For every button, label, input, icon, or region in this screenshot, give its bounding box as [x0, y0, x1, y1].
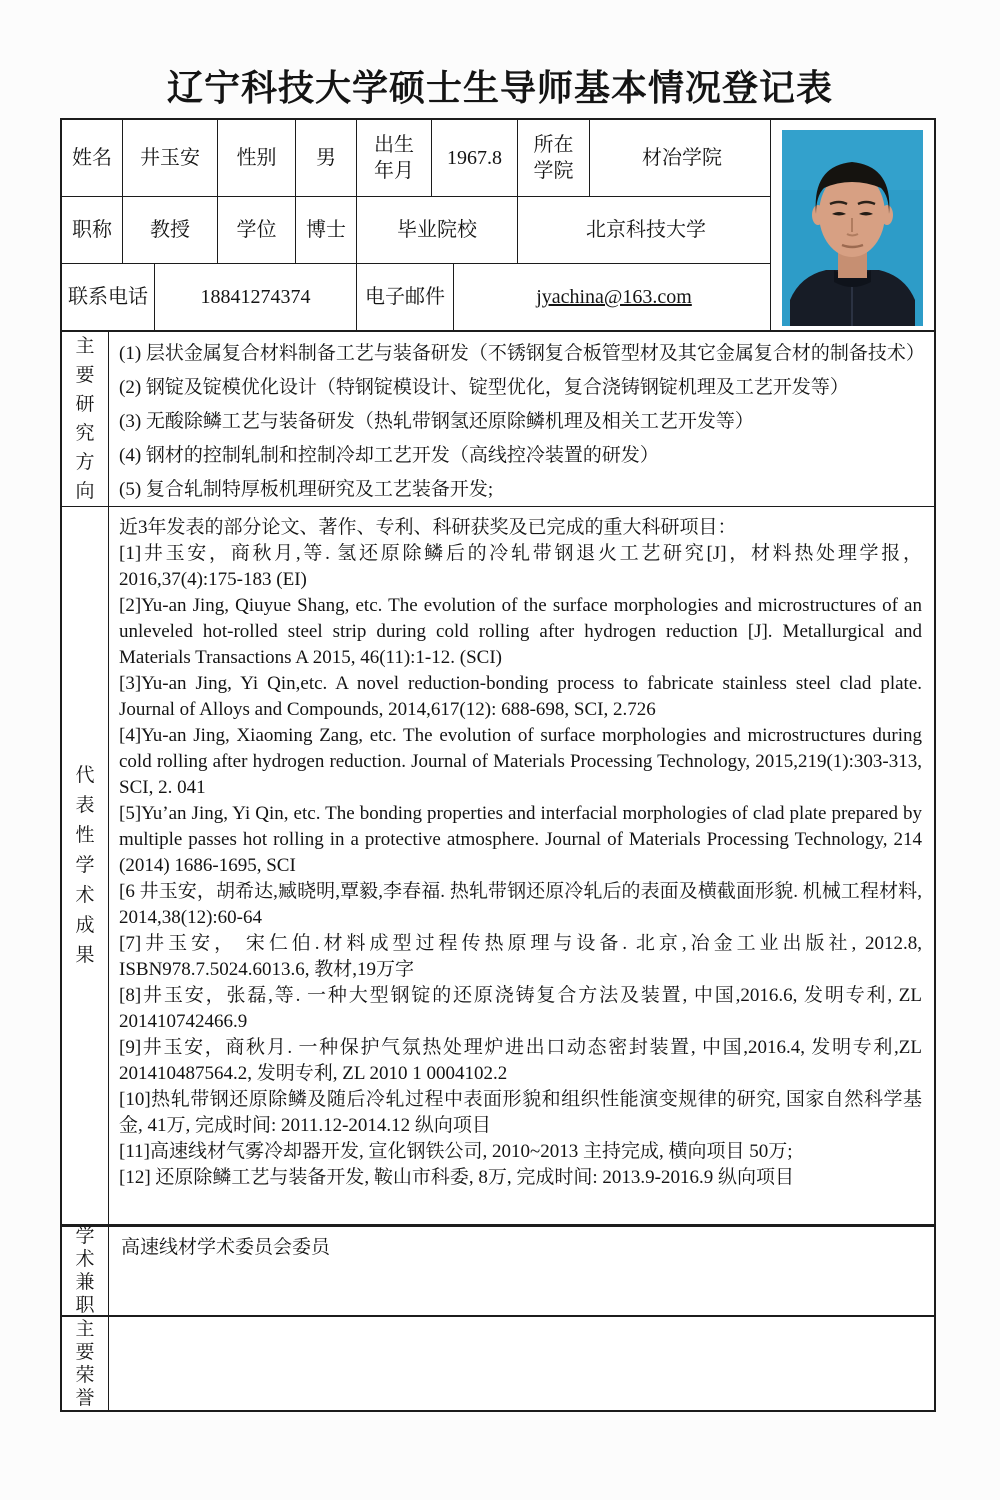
publication-item: [6 井玉安，胡希达,臧晓明,覃毅,李春福. 热轧带钢还原冷轧后的表面及横截面形貌. 机械工程材料, 2014,38(12):60-64 [119, 881, 922, 928]
table-row [62, 197, 774, 264]
achievements-content [109, 507, 934, 1224]
college-value: 材冶学院 [590, 120, 774, 197]
publication-item: [2]Yu-an Jing, Qiuyue Shang, etc. The evolution of the surface morphologies and microstructures of an unleveled hot-rolled steel strip during cold rolling after hydrogen reduction [J]. Metallurgical and Materials Transactions A 2015, 46(11):1-12. (SCI) [119, 595, 922, 668]
honors-section [62, 1315, 934, 1410]
portrait-photo [782, 130, 923, 326]
publication-item: [10]热轧带钢还原除鳞及随后冷轧过程中表面形貌和组织性能演变规律的研究, 国家自然科学基金, 41万, 完成时间: 2011.12-2014.12 纵向项目 [119, 1089, 922, 1136]
school-value: 北京科技大学 [518, 197, 774, 264]
research-directions-content [109, 332, 934, 506]
gender-value: 男 [296, 120, 357, 197]
research-directions-section [62, 330, 934, 506]
publication-item: [9]井玉安，商秋月. 一种保护气氛热处理炉进出口动态密封装置, 中国,2016.4, 发明专利,ZL 201410487564.2, 发明专利, ZL 2010 1 0004102.2 [119, 1037, 922, 1084]
achievements-label-cell [62, 507, 109, 1224]
academic-positions-content: 高速线材学术委员会委员 [121, 1237, 331, 1258]
publication-item: [8]井玉安，张磊,等. 一种大型钢锭的还原浇铸复合方法及装置, 中国,2016.6, 发明专利, ZL 201410742466.9 [119, 985, 922, 1032]
academic-positions-section [62, 1224, 934, 1315]
research-directions-label-cell [62, 332, 109, 506]
email-label: 电子邮件 [357, 264, 454, 330]
basic-info-block [62, 120, 934, 330]
school-label: 毕业院校 [357, 197, 518, 264]
publication-item: [1]井玉安，商秋月,等. 氢还原除鳞后的冷轧带钢退火工艺研究[J]，材料热处理学报，2016,37(4):175-183 (EI) [119, 543, 922, 590]
birth-label: 出生年月 [357, 120, 432, 197]
birth-value: 1967.8 [432, 120, 518, 197]
achievements-section [62, 506, 934, 1224]
research-item: (2) 钢锭及锭模优化设计（特钢锭模设计、锭型优化，复合浇铸钢锭机理及工艺开发等） [119, 377, 849, 398]
honors-content [109, 1317, 934, 1410]
achievements-intro: 近3年发表的部分论文、著作、专利、科研获奖及已完成的重大科研项目： [119, 517, 737, 538]
title-value: 教授 [123, 197, 218, 264]
photo-cell [770, 120, 934, 330]
publication-item: [5]Yu’an Jing, Yi Qin, etc. The bonding properties and interfacial morphologies of clad plate prepared by multiple passes hot rolling in a protective atmosphere. Journal of Materials Processing Technology, 214 (2014) 1686-1695, SCI [119, 803, 922, 876]
honors-label: 主要荣誉 [75, 1318, 95, 1409]
academic-positions-label: 学术兼职 [75, 1226, 95, 1316]
phone-label: 联系电话 [62, 264, 155, 330]
email-cell [454, 264, 774, 330]
degree-value: 博士 [296, 197, 357, 264]
email-link[interactable]: jyachina@163.com [536, 286, 692, 308]
college-label: 所在学院 [518, 120, 590, 197]
research-item: (4) 钢材的控制轧制和控制冷却工艺开发（高线控冷装置的研发） [119, 445, 659, 466]
name-label: 姓名 [62, 120, 123, 197]
registration-table [60, 118, 936, 1412]
achievements-label: 代表性学术成果 [75, 764, 95, 966]
page-title: 辽宁科技大学硕士生导师基本情况登记表 [166, 68, 833, 108]
phone-value: 18841274374 [155, 264, 357, 330]
title-label: 职称 [62, 197, 123, 264]
table-row [62, 120, 774, 197]
publication-item: [4]Yu-an Jing, Xiaoming Zang, etc. The evolution of surface morphologies and microstructures during cold rolling after hydrogen reduction. Journal of Materials Processing Technology, 2015,219(1):303-313, SCI, 2. 041 [119, 725, 922, 798]
table-row [62, 264, 774, 330]
gender-label: 性别 [218, 120, 296, 197]
degree-label: 学位 [218, 197, 296, 264]
name-value: 井玉安 [123, 120, 218, 197]
research-item: (1) 层状金属复合材料制备工艺与装备研发（不锈钢复合板管型材及其它金属复合材的制备技术） [119, 343, 925, 364]
research-item: (3) 无酸除鳞工艺与装备研发（热轧带钢氢还原除鳞机理及相关工艺开发等） [119, 411, 754, 432]
publication-item: [3]Yu-an Jing, Yi Qin,etc. A novel reduction-bonding process to fabricate stainless steel clad plate. Journal of Alloys and Compounds, 2014,617(12): 688-698, SCI, 2.726 [119, 673, 922, 720]
research-item: (5) 复合轧制特厚板机理研究及工艺装备开发; [119, 479, 494, 500]
honors-label-cell [62, 1317, 109, 1410]
publication-item: [11]高速线材气雾冷却器开发, 宣化钢铁公司, 2010~2013 主持完成, 横向项目 50万; [119, 1141, 793, 1162]
academic-positions-label-cell [62, 1227, 109, 1315]
research-directions-label: 主要研究方向 [75, 336, 95, 502]
publication-item: [7]井玉安， 宋仁伯.材料成型过程传热原理与设备. 北京,冶金工业出版社, 2012.8, ISBN978.7.5024.6013.6, 教材,19万字 [119, 933, 922, 980]
publication-item: [12] 还原除鳞工艺与装备开发, 鞍山市科委, 8万, 完成时间: 2013.9-2016.9 纵向项目 [119, 1167, 795, 1188]
